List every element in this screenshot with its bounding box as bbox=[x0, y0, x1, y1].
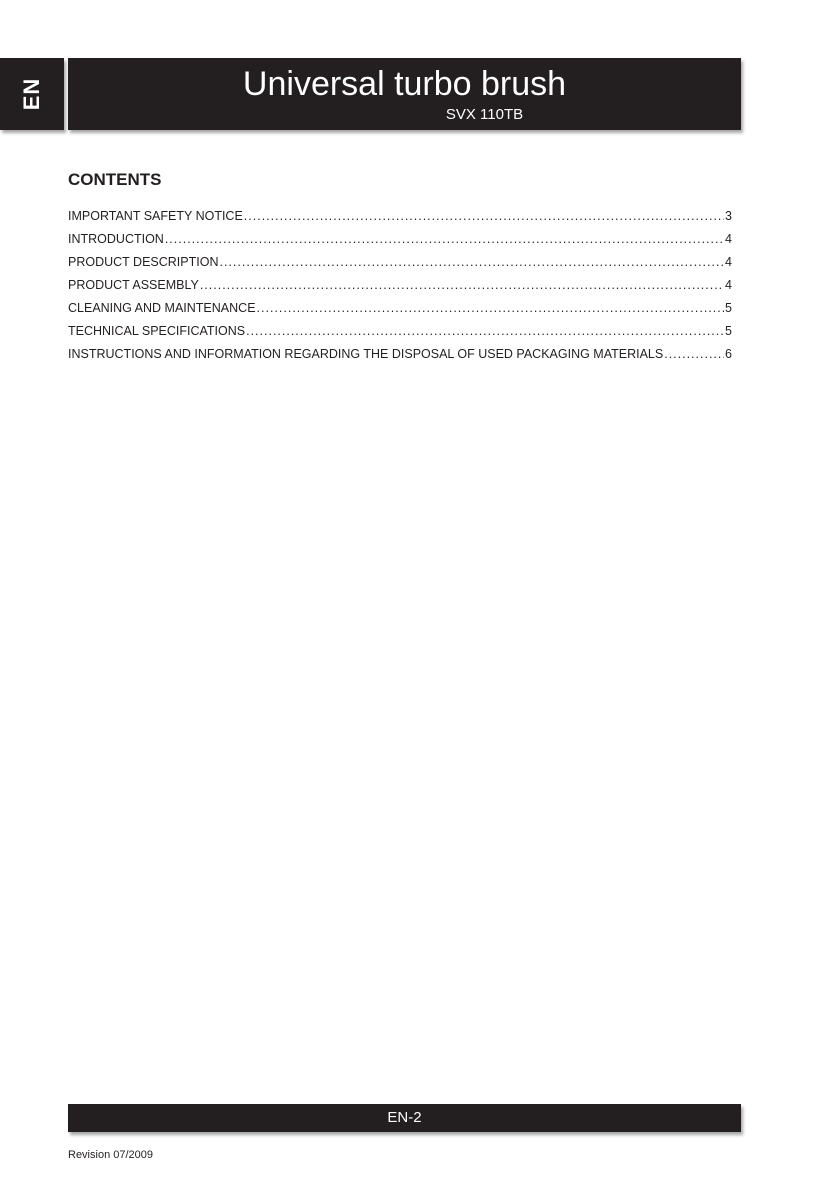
toc-entry[interactable] bbox=[68, 207, 732, 230]
toc-dot-leader bbox=[200, 276, 724, 294]
revision-note: Revision 07/2009 bbox=[68, 1149, 154, 1161]
table-of-contents bbox=[68, 207, 732, 368]
toc-entry-title: PRODUCT DESCRIPTION bbox=[68, 255, 219, 269]
model-number: SVX 110TB bbox=[445, 106, 524, 123]
footer-page-bar bbox=[68, 1104, 741, 1132]
toc-entry-page: 4 bbox=[725, 278, 732, 292]
toc-entry-title: PRODUCT ASSEMBLY bbox=[68, 278, 199, 292]
language-tab bbox=[0, 58, 64, 130]
toc-dot-leader bbox=[244, 207, 724, 225]
toc-entry[interactable] bbox=[68, 345, 732, 368]
toc-entry-page: 3 bbox=[725, 209, 732, 223]
contents-heading: CONTENTS bbox=[68, 170, 162, 189]
toc-entry-page: 6 bbox=[725, 347, 732, 361]
toc-entry-title: INSTRUCTIONS AND INFORMATION REGARDING THE DISPOSAL OF USED PACKAGING MATERIALS bbox=[68, 347, 664, 361]
toc-entry-page: 4 bbox=[725, 255, 732, 269]
page-title: Universal turbo brush bbox=[242, 65, 567, 103]
toc-entry-title: CLEANING AND MAINTENANCE bbox=[68, 301, 256, 315]
toc-entry[interactable] bbox=[68, 276, 732, 299]
toc-dot-leader bbox=[246, 322, 724, 340]
toc-dot-leader bbox=[165, 230, 724, 248]
toc-dot-leader bbox=[219, 253, 724, 271]
toc-dot-leader bbox=[257, 299, 725, 317]
toc-entry[interactable] bbox=[68, 253, 732, 276]
toc-entry-title: INTRODUCTION bbox=[68, 232, 164, 246]
toc-entry-page: 5 bbox=[725, 301, 732, 315]
page-number: EN-2 bbox=[387, 1109, 422, 1126]
toc-entry-title: TECHNICAL SPECIFICATIONS bbox=[68, 324, 246, 338]
toc-entry-title: IMPORTANT SAFETY NOTICE bbox=[68, 209, 243, 223]
toc-dot-leader bbox=[664, 345, 724, 363]
toc-entry-page: 5 bbox=[725, 324, 732, 338]
toc-entry[interactable] bbox=[68, 322, 732, 345]
toc-entry[interactable] bbox=[68, 230, 732, 253]
toc-entry-page: 4 bbox=[725, 232, 732, 246]
header-bar bbox=[68, 58, 741, 130]
toc-entry[interactable] bbox=[68, 299, 732, 322]
language-tab-label: EN bbox=[19, 77, 44, 111]
